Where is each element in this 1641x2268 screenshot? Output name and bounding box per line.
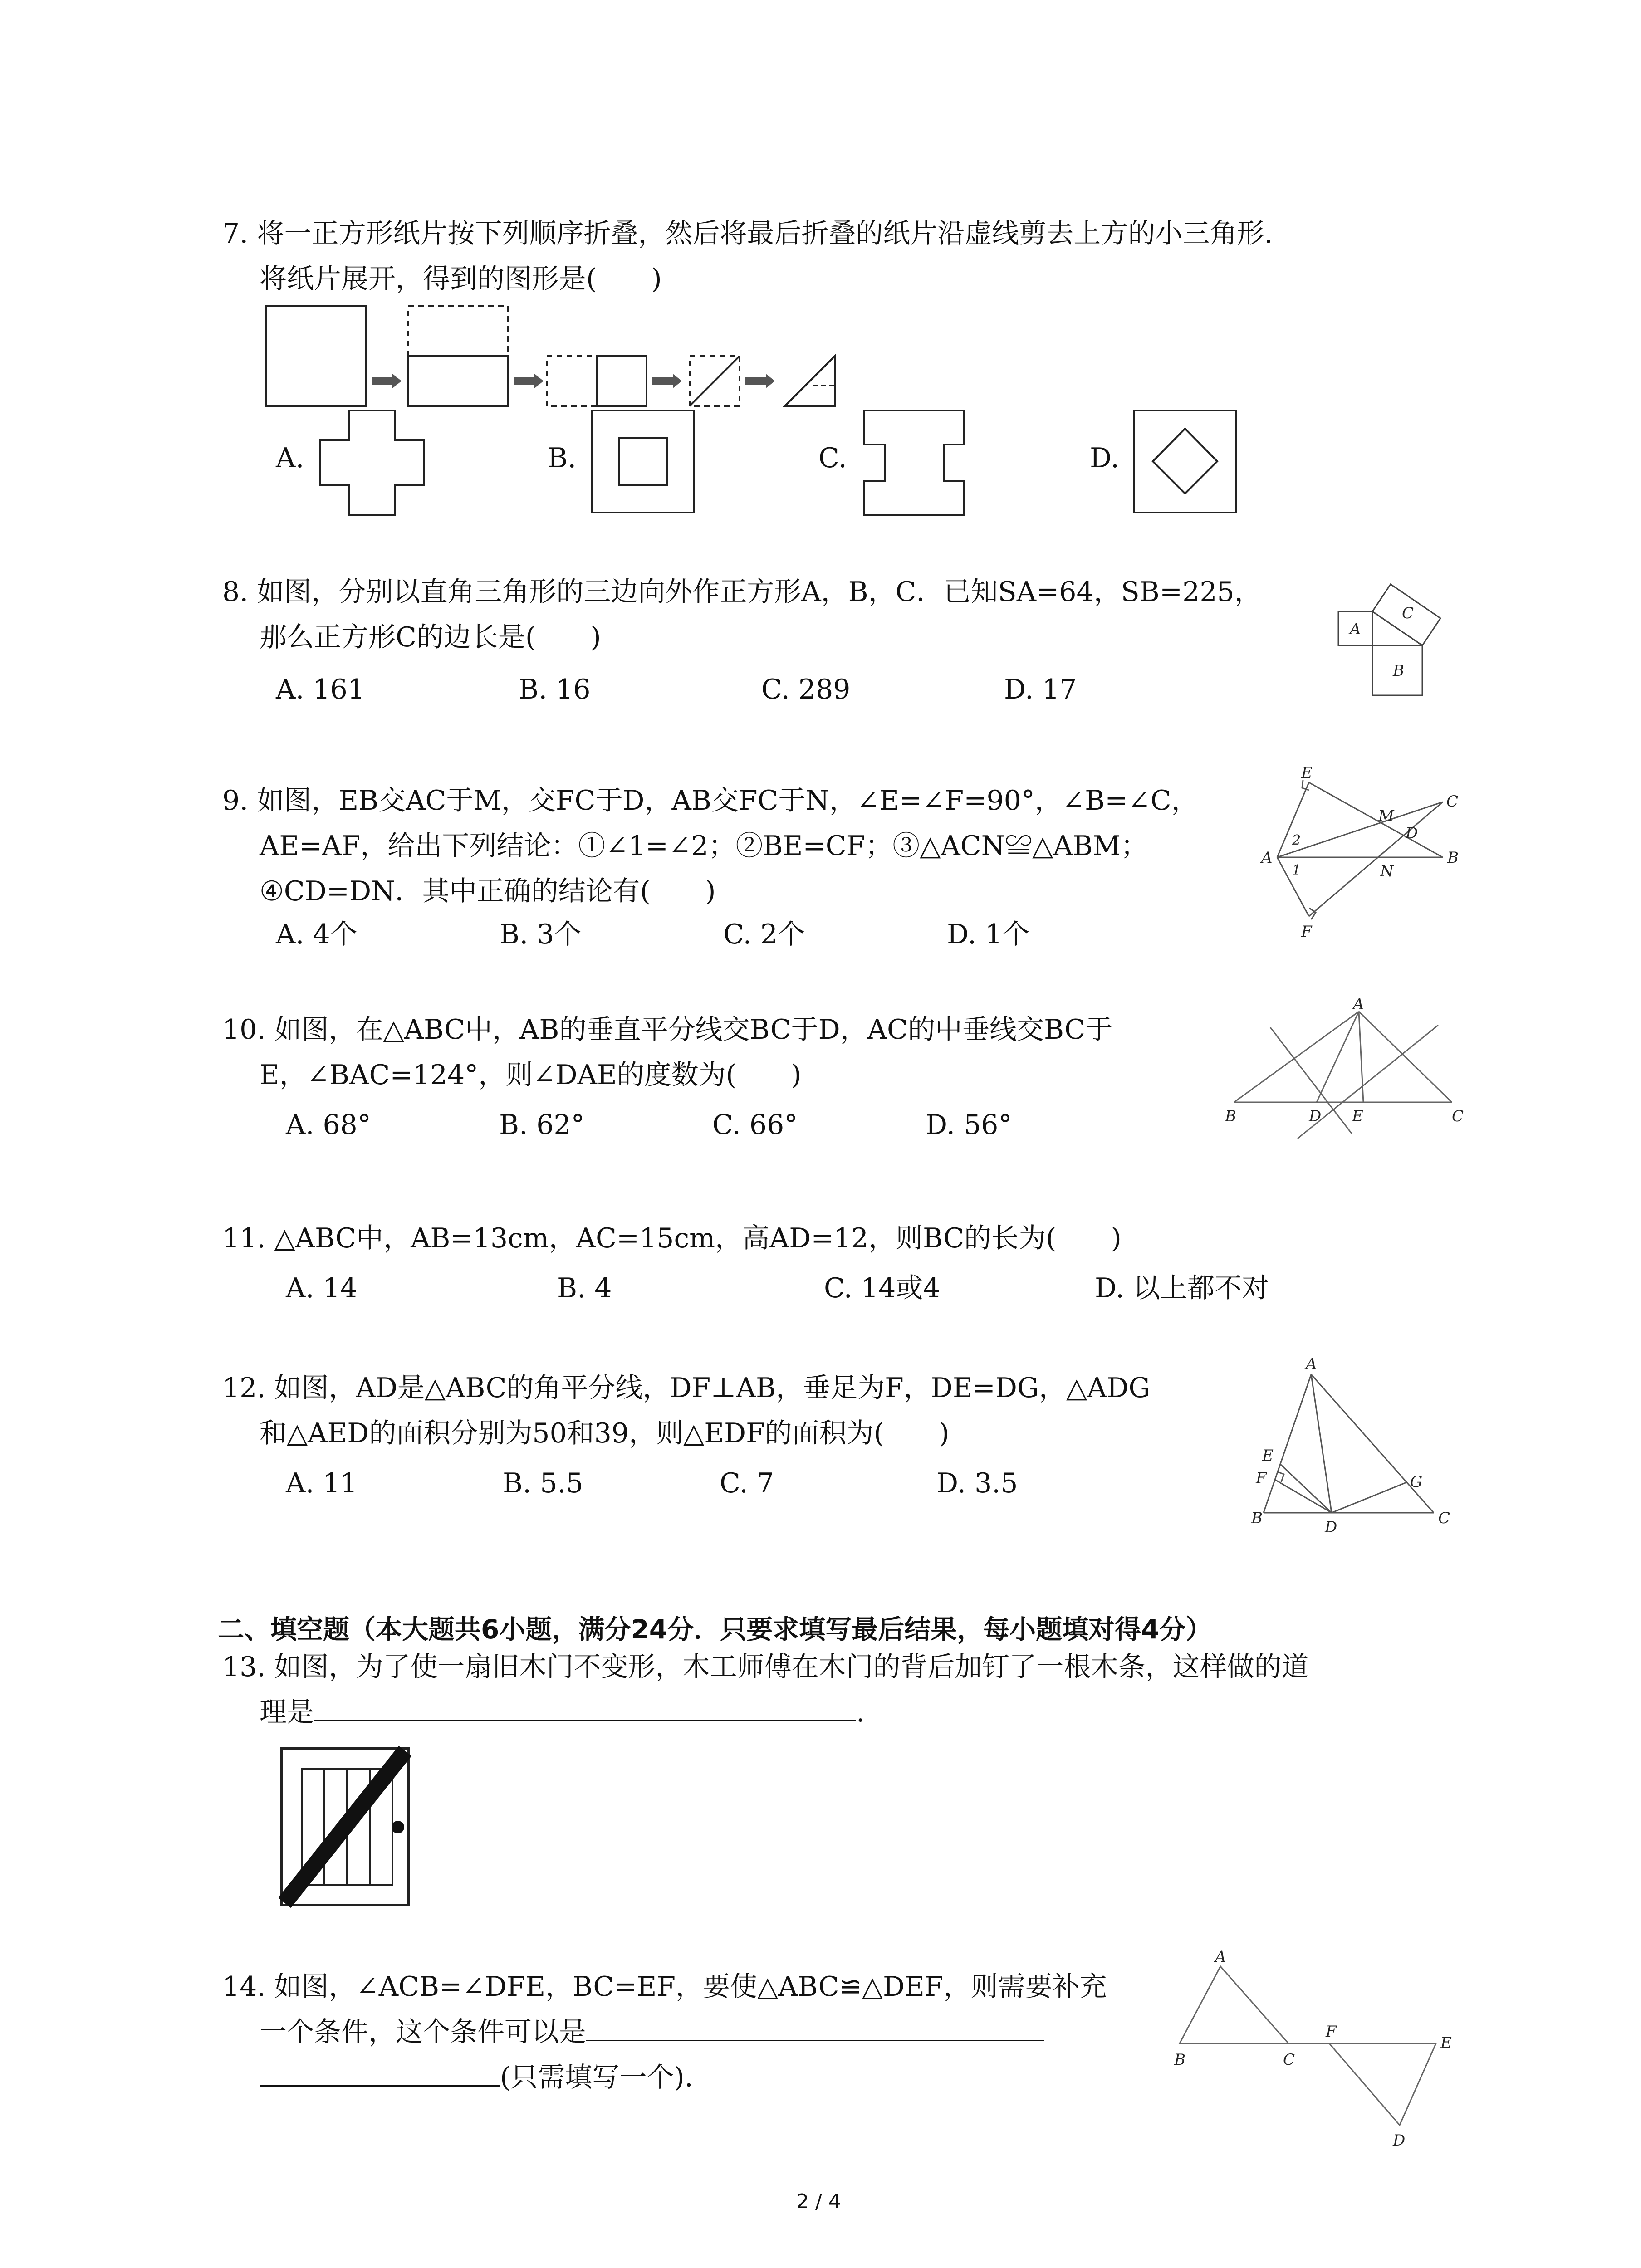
q8-options (276, 667, 1077, 712)
fold-step-3-right (597, 356, 647, 406)
question-7-line-2: 将纸片展开，得到的图形是( ) (260, 263, 662, 295)
q14-answer-blank-1[interactable] (586, 2012, 1044, 2041)
q14-label-d: D (1393, 2131, 1406, 2150)
q12-triangle-figure (1234, 1352, 1470, 1547)
q14-label-a: A (1215, 1948, 1226, 1966)
q9-options (276, 912, 1029, 957)
fold-step-1-square (266, 306, 366, 406)
fold-step-2-lower (408, 356, 508, 406)
arrow-icon (745, 374, 775, 388)
q7-option-c-shape (862, 408, 971, 517)
q12-options (286, 1461, 1018, 1506)
q14-answer-blank-2[interactable] (260, 2057, 500, 2087)
question-11 (222, 1216, 1447, 1261)
q13-door-figure (279, 1746, 415, 1910)
q12-option-b[interactable]: B. 5.5 (503, 1467, 583, 1499)
question-12 (222, 1365, 1243, 1456)
q9-label-c: C (1446, 792, 1459, 811)
q12-label-d: D (1325, 1518, 1337, 1536)
q12-label-b: B (1251, 1509, 1263, 1527)
q14-label-b: B (1174, 2051, 1185, 2069)
q11-option-b[interactable]: B. 4 (557, 1272, 612, 1304)
q12-option-a[interactable]: A. 11 (286, 1467, 358, 1499)
q9-label-e: E (1301, 764, 1313, 782)
q12-option-d[interactable]: D. 3.5 (936, 1467, 1018, 1499)
q14-triangles-figure (1161, 1946, 1479, 2155)
page-number: 2 / 4 (796, 2190, 841, 2213)
question-11-line-1: 11. △ABC中，AB=13cm，AC=15cm，高AD=12，则BC的长为( ) (222, 1222, 1122, 1254)
q12-option-c[interactable]: C. 7 (720, 1467, 774, 1499)
q9-option-c[interactable]: C. 2个 (723, 919, 805, 950)
question-9-line-2: AE=AF，给出下列结论：①∠1=∠2；②BE=CF；③△ACN≌△ABM； (260, 830, 1148, 862)
fold-step-3-left-dashed (547, 356, 597, 406)
q7-folding-sequence-figure (263, 299, 853, 422)
q8-label-b: B (1393, 662, 1404, 680)
q9-label-a: A (1261, 849, 1273, 867)
q14-label-e: E (1440, 2034, 1452, 2052)
question-8-line-1: 8. 如图，分别以直角三角形的三边向外作正方形A，B，C．已知SA=64，SB=225， (222, 576, 1262, 608)
question-10-line-1: 10. 如图，在△ABC中，AB的垂直平分线交BC于D，AC的中垂线交BC于 (222, 1014, 1113, 1046)
q11-option-d[interactable]: D. 以上都不对 (1095, 1272, 1269, 1304)
q10-label-d: D (1309, 1107, 1322, 1125)
question-12-line-2: 和△AED的面积分别为50和39，则△EDF的面积为( ) (260, 1418, 950, 1449)
q8-label-a: A (1350, 620, 1361, 638)
q11-options (286, 1266, 1269, 1311)
q9-label-n: N (1380, 862, 1394, 880)
fold-step-4-diagonal (690, 356, 740, 406)
q8-option-d[interactable]: D. 17 (1004, 674, 1077, 705)
question-14 (222, 1964, 1220, 2100)
q8-option-b[interactable]: B. 16 (519, 674, 591, 705)
q10-option-c[interactable]: C. 66° (712, 1109, 798, 1141)
q10-label-c: C (1452, 1107, 1464, 1125)
q13-answer-blank[interactable] (314, 1692, 856, 1721)
question-9-line-3: ④CD=DN．其中正确的结论有( ) (260, 875, 716, 907)
q12-label-f: F (1256, 1469, 1267, 1487)
q13-suffix: . (856, 1696, 865, 1728)
fold-step-2-upper-dashed (408, 306, 508, 356)
q7-option-a-label[interactable]: A. (276, 442, 304, 474)
q9-option-b[interactable]: B. 3个 (500, 919, 582, 950)
question-7 (222, 211, 1447, 302)
q9-triangle-figure (1234, 762, 1470, 957)
q9-label-d: D (1406, 824, 1418, 842)
question-8-line-2: 那么正方形C的边长是( ) (260, 621, 601, 653)
q9-option-a[interactable]: A. 4个 (276, 919, 358, 950)
question-14-line-2 (222, 2009, 1220, 2055)
q10-label-a: A (1353, 998, 1364, 1013)
q14-prefix: 一个条件，这个条件可以是 (260, 2016, 586, 2048)
q10-option-a[interactable]: A. 68° (286, 1109, 371, 1141)
question-12-line-1: 12. 如图，AD是△ABC的角平分线，DF⊥AB，垂足为F，DE=DG，△ADG (222, 1372, 1151, 1404)
q14-label-c: C (1283, 2051, 1295, 2069)
question-9-line-1: 9. 如图，EB交AC于M，交FC于D，AB交FC于N，∠E=∠F=90°，∠B=∠C， (222, 785, 1199, 816)
q9-label-1: 1 (1292, 862, 1301, 878)
q10-triangle-figure (1216, 998, 1470, 1148)
arrow-icon (652, 374, 682, 388)
q9-label-m: M (1378, 807, 1394, 825)
question-14-line-1: 14. 如图，∠ACB=∠DFE，BC=EF，要使△ABC≌△DEF，则需要补充 (222, 1971, 1107, 2003)
question-13-line-2 (222, 1690, 1493, 1735)
question-10-line-2: E，∠BAC=124°，则∠DAE的度数为( ) (260, 1059, 802, 1091)
q7-option-d-shape (1132, 408, 1241, 517)
q9-option-d[interactable]: D. 1个 (947, 919, 1030, 950)
question-7-line-1: 7. 将一正方形纸片按下列顺序折叠，然后将最后折叠的纸片沿虚线剪去上方的小三角形. (222, 218, 1273, 249)
q14-suffix: (只需填写一个)． (500, 2062, 712, 2093)
q11-option-c[interactable]: C. 14或4 (824, 1272, 941, 1304)
q10-option-b[interactable]: B. 62° (499, 1109, 585, 1141)
question-13 (222, 1644, 1493, 1735)
q12-label-c: C (1438, 1509, 1450, 1527)
question-14-line-3 (222, 2055, 1220, 2100)
question-9 (222, 778, 1243, 914)
question-13-line-1: 13. 如图，为了使一扇旧木门不变形，木工师傅在木门的背后加钉了一根木条，这样做的道 (222, 1651, 1309, 1683)
q8-label-c: C (1402, 604, 1414, 622)
door-handle-icon (392, 1821, 404, 1833)
q8-option-a[interactable]: A. 161 (276, 674, 365, 705)
q9-label-f: F (1301, 923, 1312, 941)
q11-option-a[interactable]: A. 14 (286, 1272, 358, 1304)
question-10 (222, 1007, 1243, 1098)
question-8 (222, 569, 1447, 660)
q9-label-b: B (1447, 849, 1459, 867)
q12-label-a: A (1306, 1355, 1317, 1373)
q12-label-e: E (1262, 1447, 1274, 1465)
q14-label-f: F (1326, 2023, 1337, 2041)
q7-option-a-shape (318, 408, 426, 517)
q7-option-c-label[interactable]: C. (818, 442, 847, 474)
q8-squares-figure (1329, 562, 1465, 699)
fold-step-5-triangle (785, 356, 835, 406)
q7-option-b-label[interactable]: B. (548, 442, 577, 474)
arrow-icon (372, 374, 402, 388)
q10-label-e: E (1352, 1107, 1363, 1125)
q8-option-c[interactable]: C. 289 (761, 674, 851, 705)
arrow-icon (514, 374, 544, 388)
q10-options (286, 1102, 1012, 1148)
section-2-heading: 二、填空题（本大题共6小题，满分24分．只要求填写最后结果，每小题填对得4分） (218, 1614, 1212, 1645)
q13-prefix: 理是 (260, 1696, 314, 1728)
q7-option-d-label[interactable]: D. (1090, 442, 1120, 474)
q10-label-b: B (1225, 1107, 1236, 1125)
q12-label-g: G (1410, 1473, 1423, 1491)
q7-option-b-shape (590, 408, 699, 517)
q9-label-2: 2 (1292, 832, 1301, 848)
q10-option-d[interactable]: D. 56° (926, 1109, 1012, 1141)
